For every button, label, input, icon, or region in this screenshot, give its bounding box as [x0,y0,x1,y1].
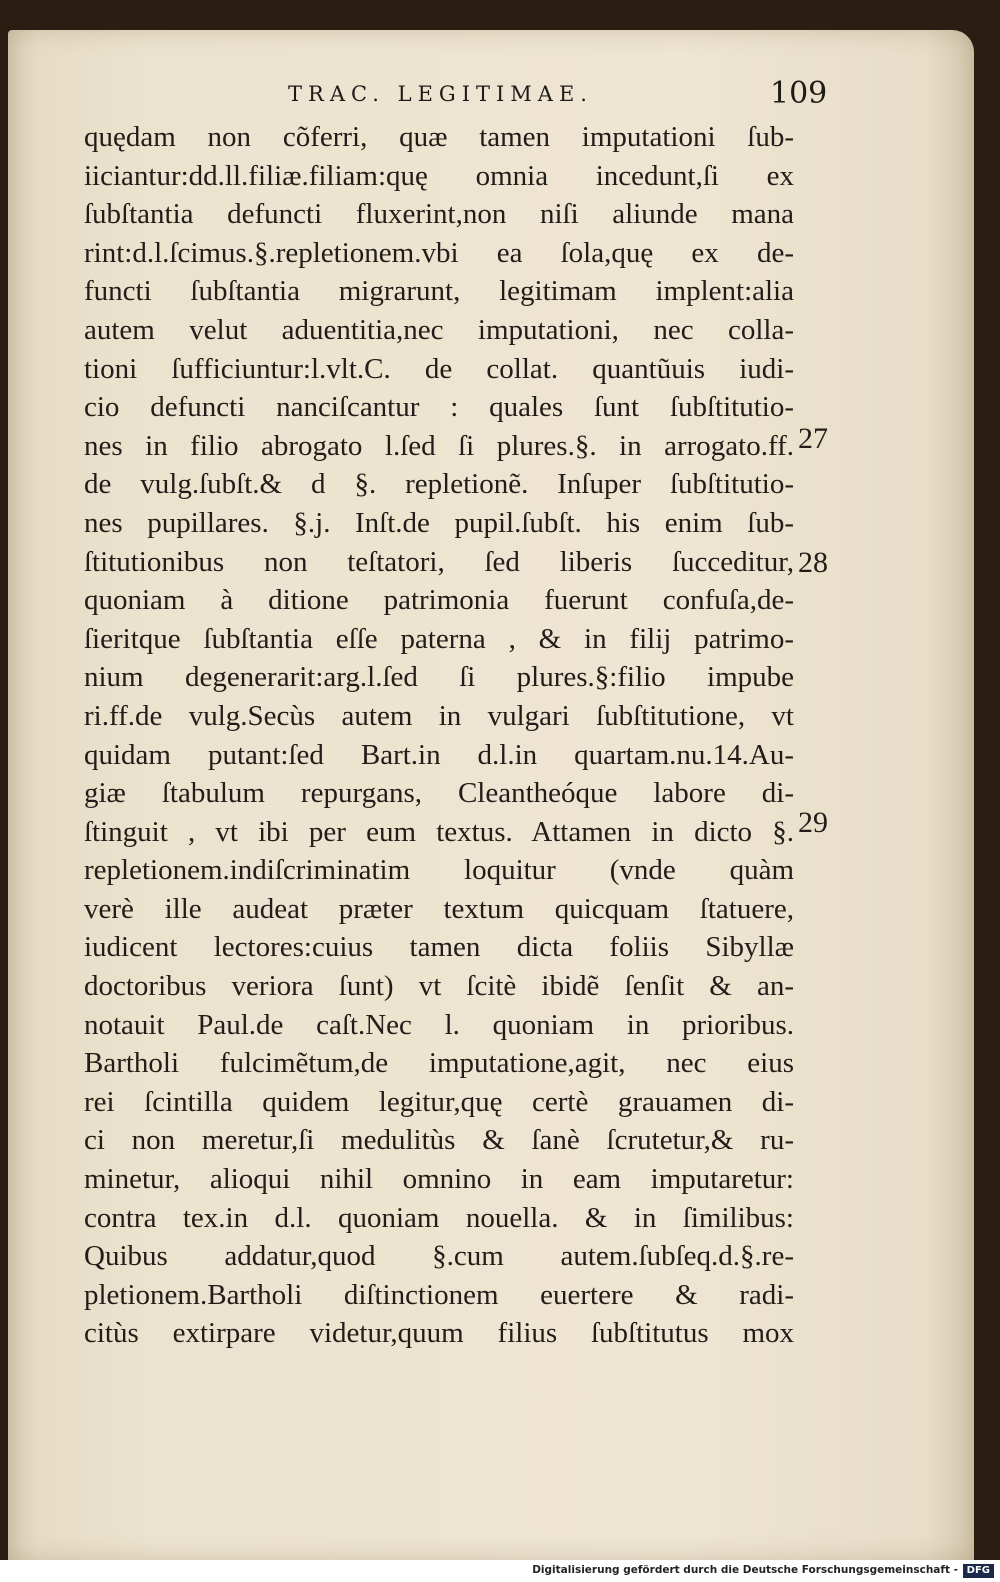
text-line: ſieritque ſubſtantia eſſe paterna , & in filij patrimo- [84,622,794,655]
text-line: rint:d.l.ſcimus.§.repletionem.vbi ea ſola,quę ex de- [84,236,794,269]
footer-bar [0,1560,1000,1582]
text-line: ci non meretur,ſi medulitùs & ſanè ſcrutetur,& ru- [84,1124,794,1157]
text-line: citùs extirpare videtur,quum filius ſubſtitutus mox [84,1317,794,1350]
funding-credit: Digitalisierung gefördert durch die Deutsche Forschungsgemeinschaft - [532,1564,958,1576]
text-line: notauit Paul.de caſt.Nec l. quoniam in prioribus. [84,1008,794,1041]
text-line: Bartholi fulcimẽtum,de imputatione,agit, nec eius [84,1047,794,1080]
page-number: 109 [770,76,828,111]
dfg-logo: DFG [963,1564,994,1578]
text-line: quidam putant:ſed Bart.in d.l.in quartam.nu.14.Au- [84,738,794,771]
text-line: minetur, alioqui nihil omnino in eam imputaretur: [84,1163,794,1196]
text-line: quoniam à ditione patrimonia fuerunt confuſa,de- [84,584,794,617]
text-line: iiciantur:dd.ll.filiæ.filiam:quę omnia incedunt,ſi ex [84,159,794,192]
text-line: nium degenerarit:arg.l.ſed ſi plures.§:filio impube [84,661,794,694]
text-line: cio defuncti nanciſcantur : quales ſunt ſubſtitutio- [84,391,794,424]
text-line: contra tex.in d.l. quoniam nouella. & in ſimilibus: [84,1201,794,1234]
text-line: tioni ſufficiuntur:l.vlt.C. de collat. quantũuis iudi- [84,352,794,385]
text-line: giæ ſtabulum repurgans, Cleantheóque labore di- [84,777,794,810]
text-line: iudicent lectores:cuius tamen dicta foliis Sibyllæ [84,931,794,964]
text-line: nes pupillares. §.j. Inſt.de pupil.ſubſt. his enim ſub- [84,506,794,539]
text-line: quędam non cõferri, quæ tamen imputationi ſub- [84,121,794,153]
margin-note: 29 [798,806,828,839]
text-line: Quibus addatur,quod §.cum autem.ſubſeq.d.§.re- [84,1240,794,1273]
margin-note: 28 [798,546,828,579]
text-line: ſubſtantia defuncti fluxerint,non niſi aliunde mana [84,198,794,231]
text-line: pletionem.Bartholi diſtinctionem euertere & radi- [84,1278,794,1311]
text-line: repletionem.indiſcriminatim loquitur (vnde quàm [84,854,794,887]
text-line: nes in filio abrogato l.ſed ſi plures.§. in arrogato.ff. [84,429,794,462]
text-line: verè ille audeat præter textum quicquam ſtatuere, [84,892,794,925]
margin-note: 27 [798,422,828,455]
book-page [8,30,974,1560]
text-line: functi ſubſtantia migrarunt, legitimam implent:alia [84,275,794,308]
text-line: rei ſcintilla quidem legitur,quę certè grauamen di- [84,1085,794,1118]
text-line: ri.ff.de vulg.Secùs autem in vulgari ſubſtitutione, vt [84,699,794,732]
text-line: ſtitutionibus non teſtatori, ſed liberis ſucceditur, [84,545,794,578]
text-line: ſtinguit , vt ibi per eum textus. Attamen in dicto §. [84,815,794,848]
running-head: TRAC. LEGITIMAE. [288,82,593,106]
body-text [84,118,794,1353]
text-line: de vulg.ſubſt.& d §. repletionẽ. Inſuper ſubſtitutio- [84,468,794,501]
text-line: autem velut aduentitia,nec imputationi, nec colla- [84,313,794,346]
text-line: doctoribus veriora ſunt) vt ſcitè ibidẽ ſenſit & an- [84,970,794,1003]
